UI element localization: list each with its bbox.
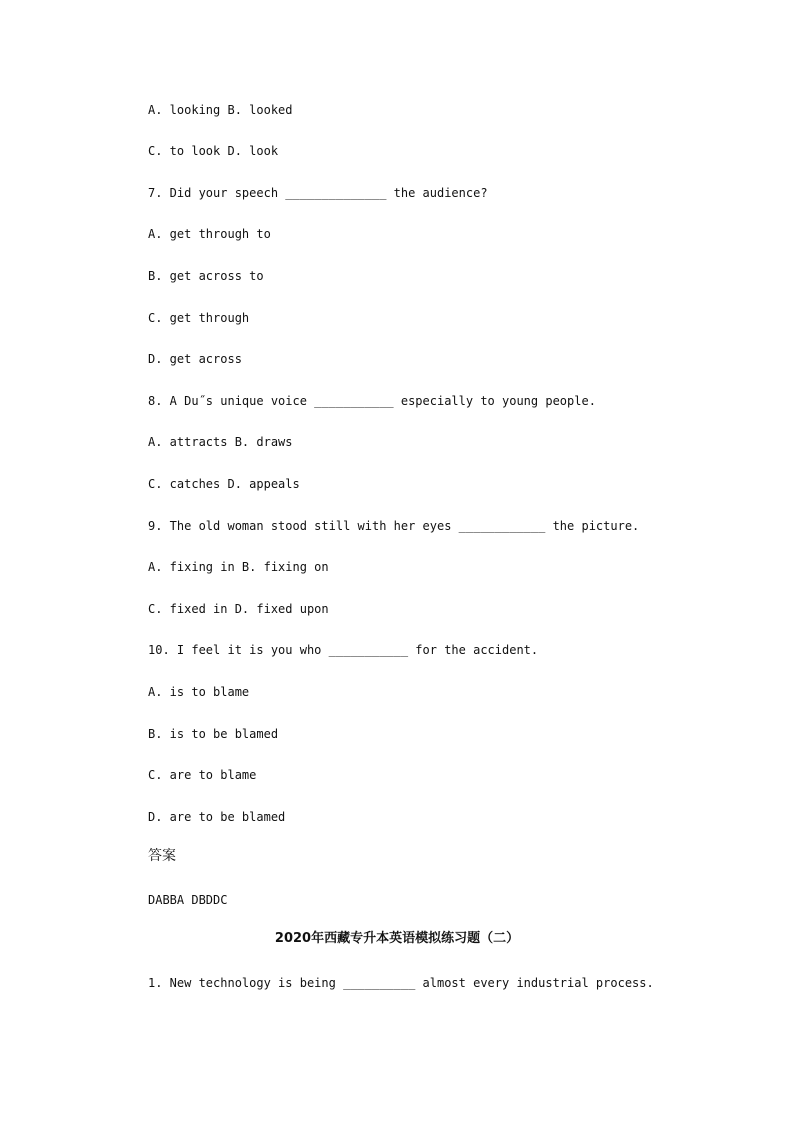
q8-options-ab: A. attracts B. draws: [148, 435, 293, 449]
section-title: 2020年西藏专升本英语模拟练习题（二）: [274, 931, 520, 946]
q9-options-ab: A. fixing in B. fixing on: [148, 560, 329, 574]
q10-stem: 10. I feel it is you who ___________ for the accident.: [148, 643, 539, 657]
q7-stem: 7. Did your speech ______________ the audience?: [148, 186, 488, 200]
q6-options-cd: C. to look D. look: [148, 144, 279, 158]
answer-label: 答案: [148, 848, 176, 864]
q7-option-b: B. get across to: [148, 269, 264, 283]
answer-key: DABBA DBDDC: [148, 893, 228, 907]
q10-option-d: D. are to be blamed: [148, 810, 286, 824]
q10-option-b: B. is to be blamed: [148, 727, 279, 741]
q10-option-c: C. are to blame: [148, 768, 257, 782]
q8-stem: 8. A Du˝s unique voice ___________ especially to young people.: [148, 394, 596, 408]
q7-option-c: C. get through: [148, 311, 250, 325]
next-question-stem: 1. New technology is being __________ almost every industrial process.: [148, 976, 654, 990]
q9-stem: 9. The old woman stood still with her eyes ____________ the picture.: [148, 519, 640, 533]
q8-options-cd: C. catches D. appeals: [148, 477, 300, 491]
q9-options-cd: C. fixed in D. fixed upon: [148, 602, 329, 616]
q10-option-a: A. is to blame: [148, 685, 250, 699]
q7-option-d: D. get across: [148, 352, 242, 366]
q6-options-ab: A. looking B. looked: [148, 103, 293, 117]
q7-option-a: A. get through to: [148, 227, 271, 241]
